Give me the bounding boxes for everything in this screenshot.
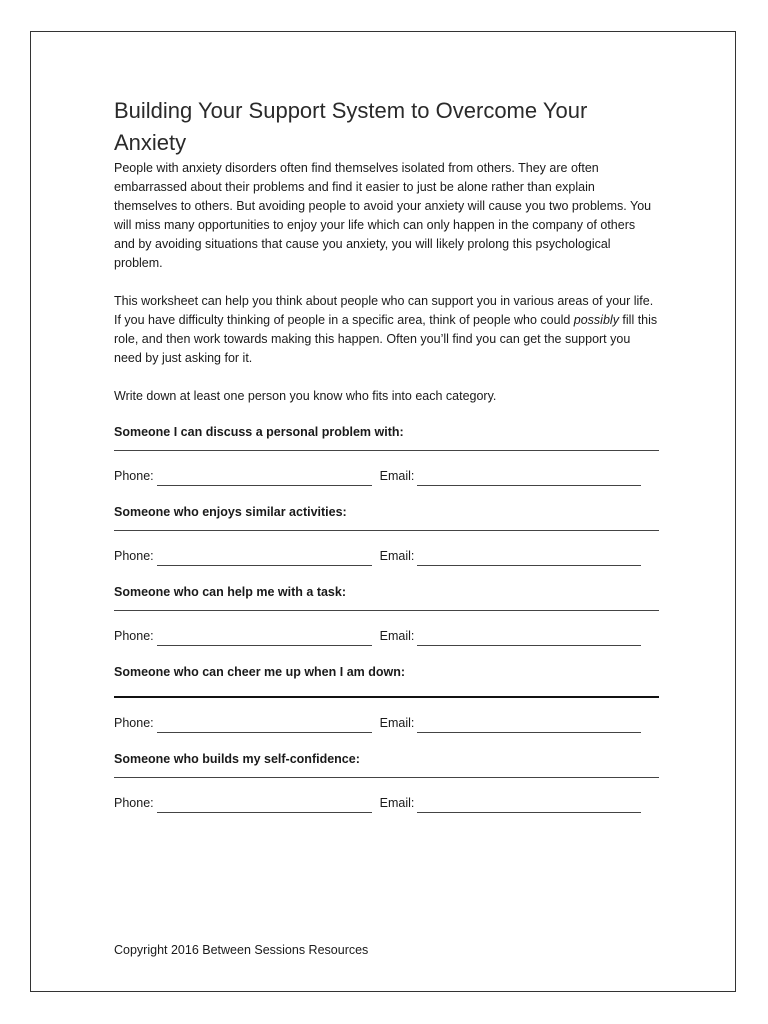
category-section-3	[114, 583, 659, 646]
instructions-text-start: This worksheet can help you think about people who can support you in various areas of your life. If you have difficulty thinking of people in a specific area, think of people who could	[114, 294, 654, 327]
category-section-4	[114, 663, 659, 733]
category-heading: Someone I can discuss a personal problem with:	[114, 425, 404, 439]
page-title: Building Your Support System to Overcome Your Anxiety	[114, 98, 588, 155]
category-heading: Someone who can cheer me up when I am down:	[114, 665, 406, 679]
name-answer-line[interactable]	[114, 442, 659, 451]
worksheet-content	[114, 95, 659, 813]
contact-row	[114, 794, 659, 813]
worksheet-page	[30, 31, 736, 992]
name-answer-line[interactable]	[114, 769, 659, 778]
intro-paragraph: People with anxiety disorders often find themselves isolated from others. They are often embarrassed about their problems and find it easier to just be alone rather than explain themselves to others. But avoiding people to avoid your anxiety will cause you two problems. You will miss many opportunities to enjoy your life which can only happen in the company of others and by avoiding situations that cause you anxiety, you will likely prolong this psychological problem.	[114, 161, 652, 270]
category-instruction: Write down at least one person you know who fits into each category.	[114, 389, 497, 403]
category-section-2	[114, 503, 659, 566]
phone-label: Phone:	[114, 796, 154, 810]
category-section-1	[114, 423, 659, 486]
instructions-paragraph	[114, 292, 659, 368]
phone-answer-line[interactable]	[157, 719, 372, 733]
category-section-5	[114, 750, 659, 813]
email-label: Email:	[379, 796, 415, 810]
name-answer-line[interactable]	[114, 682, 659, 698]
email-answer-line[interactable]	[417, 472, 641, 486]
name-answer-line[interactable]	[114, 602, 659, 611]
email-label: Email:	[379, 549, 415, 563]
instructions-text-end: fill this role, and then work towards making this happen. Often you’ll find you can get the support you need by just asking for it.	[114, 313, 658, 365]
contact-row	[114, 547, 659, 566]
email-answer-line[interactable]	[417, 719, 641, 733]
contact-row	[114, 714, 659, 733]
phone-answer-line[interactable]	[157, 799, 372, 813]
category-heading: Someone who enjoys similar activities:	[114, 505, 347, 519]
email-answer-line[interactable]	[417, 799, 641, 813]
category-heading: Someone who can help me with a task:	[114, 585, 346, 599]
emphasis-word: possibly	[573, 313, 619, 327]
phone-label: Phone:	[114, 716, 154, 730]
copyright-notice: Copyright 2016 Between Sessions Resources	[114, 943, 369, 957]
email-label: Email:	[379, 716, 415, 730]
email-answer-line[interactable]	[417, 632, 641, 646]
phone-answer-line[interactable]	[157, 552, 372, 566]
contact-row	[114, 627, 659, 646]
name-answer-line[interactable]	[114, 522, 659, 531]
email-answer-line[interactable]	[417, 552, 641, 566]
email-label: Email:	[379, 469, 415, 483]
contact-row	[114, 467, 659, 486]
phone-answer-line[interactable]	[157, 632, 372, 646]
phone-label: Phone:	[114, 629, 154, 643]
email-label: Email:	[379, 629, 415, 643]
category-heading: Someone who builds my self-confidence:	[114, 752, 360, 766]
phone-label: Phone:	[114, 549, 154, 563]
phone-label: Phone:	[114, 469, 154, 483]
phone-answer-line[interactable]	[157, 472, 372, 486]
